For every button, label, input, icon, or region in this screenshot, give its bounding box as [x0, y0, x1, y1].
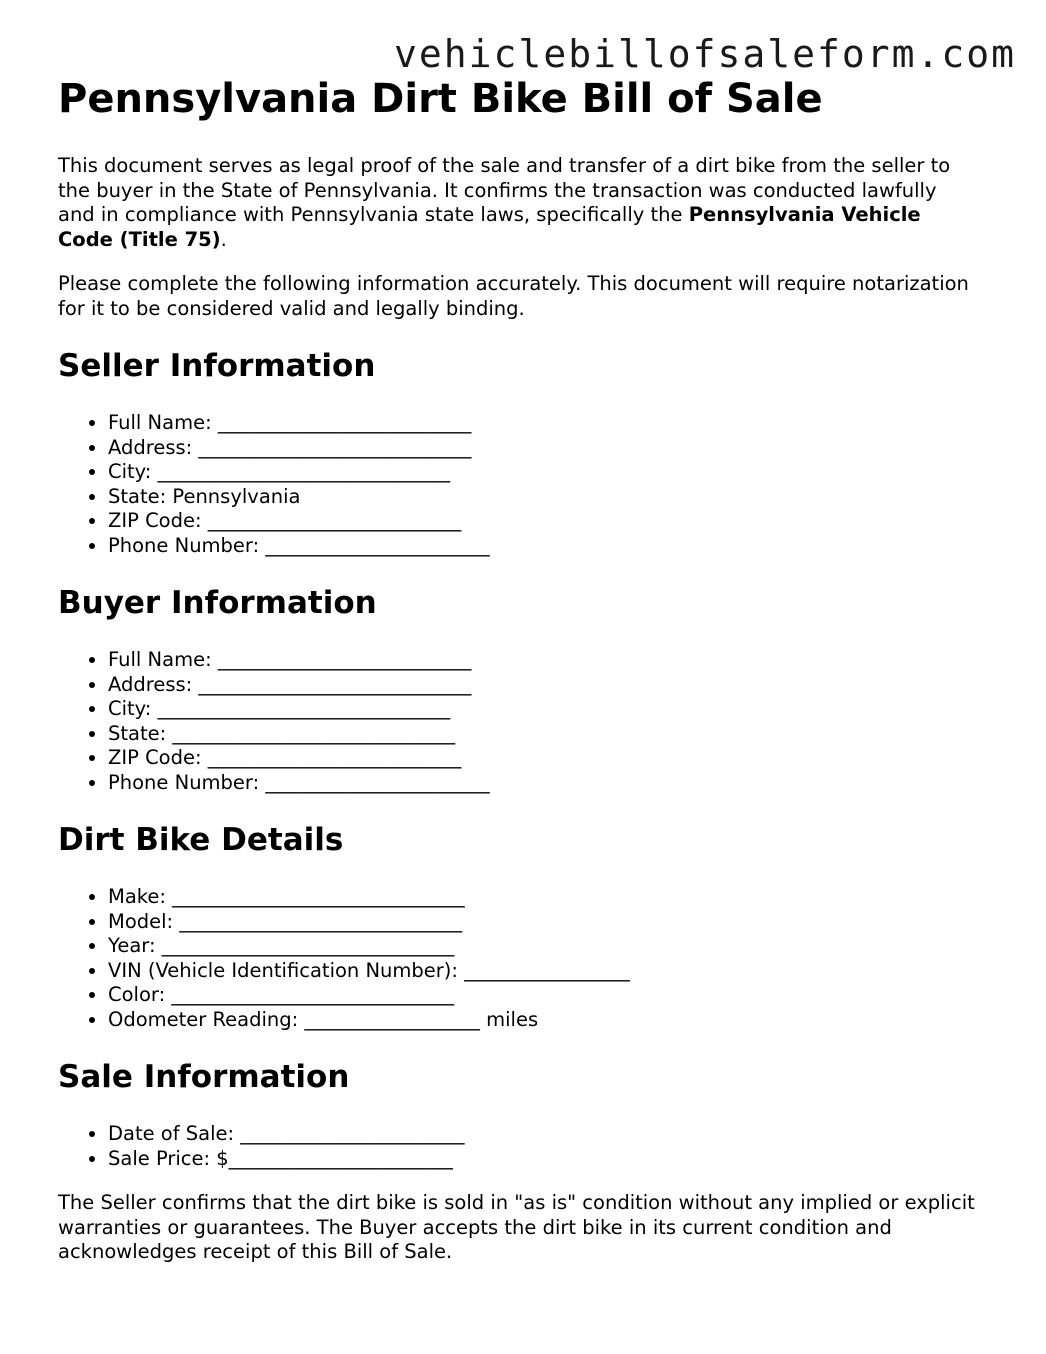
buyer-phone-field[interactable]: • Phone Number: _______________________ [108, 771, 978, 796]
buyer-heading: Buyer Information [58, 585, 377, 621]
seller-list [58, 411, 978, 558]
sale-date-field[interactable]: • Date of Sale: _______________________ [108, 1122, 978, 1147]
buyer-list [58, 648, 978, 795]
sale-price-field[interactable]: • Sale Price: $_______________________ [108, 1147, 978, 1172]
bike-model-field[interactable]: • Model: _____________________________ [108, 910, 978, 935]
seller-heading: Seller Information [58, 348, 376, 384]
buyer-address-field[interactable]: • Address: ____________________________ [108, 673, 978, 698]
intro-bold-law: Pennsylvania Vehicle Code (Title 75) [58, 203, 921, 251]
seller-city-field[interactable]: • City: ______________________________ [108, 460, 978, 485]
instructions-paragraph: Please complete the following information accurately. This document will require notarization for it to be considered valid and legally binding. [58, 272, 969, 320]
document-body [58, 72, 978, 1285]
buyer-state-field[interactable]: • State: _____________________________ [108, 722, 978, 747]
intro-text-end: . [220, 227, 227, 251]
buyer-zip-field[interactable]: • ZIP Code: __________________________ [108, 746, 978, 771]
bike-make-field[interactable]: • Make: ______________________________ [108, 885, 978, 910]
bike-year-field[interactable]: • Year: ______________________________ [108, 934, 978, 959]
bike-color-field[interactable]: • Color: _____________________________ [108, 983, 978, 1008]
bike-odometer-field[interactable]: • Odometer Reading: __________________ miles [108, 1008, 978, 1033]
intro-text: This document serves as legal proof of the sale and transfer of a dirt bike from the seller to the buyer in the State of Pennsylvania. It confirms the transaction was conducted lawfully and in compliance with Pennsylvania state laws, specifically the [58, 154, 951, 226]
sale-list [58, 1122, 978, 1171]
site-watermark: vehiclebillofsaleform.com [394, 32, 1016, 76]
document-title: Pennsylvania Dirt Bike Bill of Sale [58, 76, 823, 122]
seller-state-field: • State: Pennsylvania [108, 485, 978, 510]
bike-vin-field[interactable]: • VIN (Vehicle Identification Number): _________________ [108, 959, 978, 984]
seller-phone-field[interactable]: • Phone Number: _______________________ [108, 534, 978, 559]
seller-address-field[interactable]: • Address: ____________________________ [108, 436, 978, 461]
bike-heading: Dirt Bike Details [58, 822, 344, 858]
seller-full-name-field[interactable]: • Full Name: __________________________ [108, 411, 978, 436]
closing-paragraph: The Seller confirms that the dirt bike is sold in "as is" condition without any implied or explicit warranties or guarantees. The Buyer accepts the dirt bike in its current condition and acknowledges receipt of this Bill of Sale. [58, 1191, 975, 1263]
bike-list [58, 885, 978, 1032]
buyer-full-name-field[interactable]: • Full Name: __________________________ [108, 648, 978, 673]
buyer-city-field[interactable]: • City: ______________________________ [108, 697, 978, 722]
sale-heading: Sale Information [58, 1059, 350, 1095]
seller-zip-field[interactable]: • ZIP Code: __________________________ [108, 509, 978, 534]
intro-paragraph [58, 154, 978, 252]
